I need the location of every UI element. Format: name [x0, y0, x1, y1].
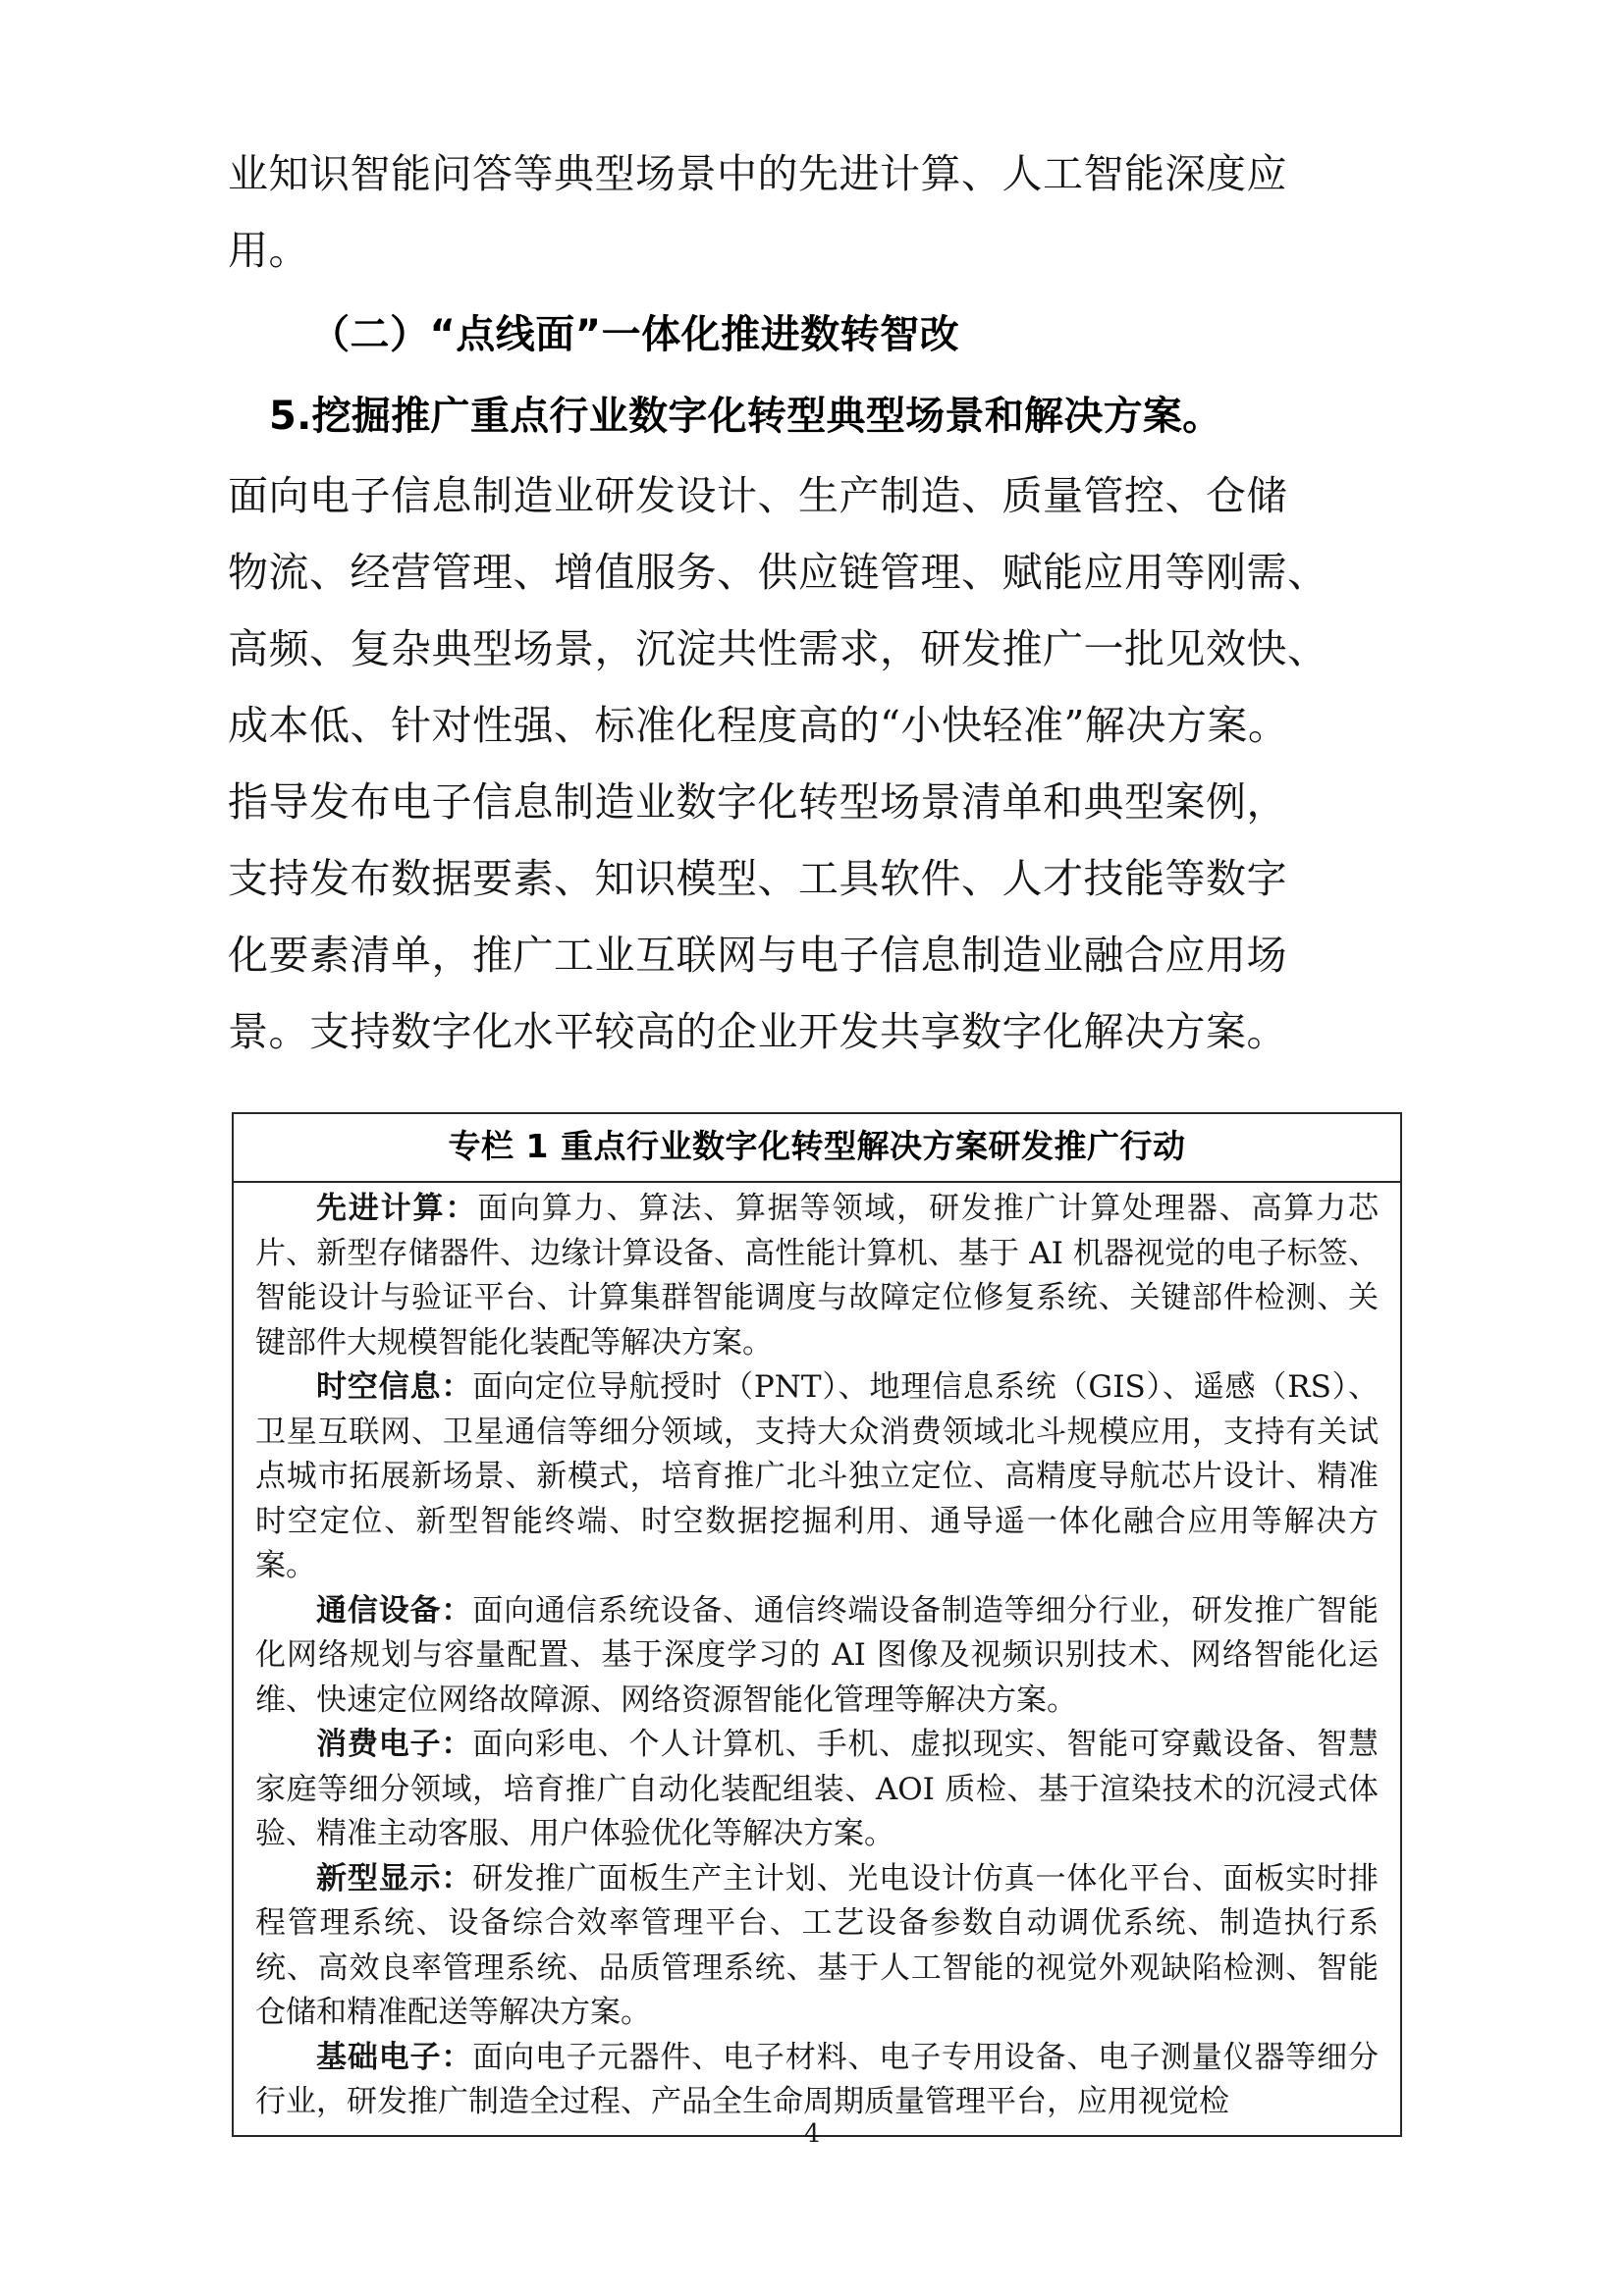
callout-title-row	[234, 1114, 1400, 1183]
body-line: 景。支持数字化水平较高的企业开发共享数字化解决方案。	[228, 1008, 1287, 1055]
body-line: 业知识智能问答等典型场景中的先进计算、人工智能深度应	[228, 150, 1287, 197]
main-paragraph	[228, 457, 1402, 1070]
item-heading: 5.挖掘推广重点行业数字化转型典型场景和解决方案。	[269, 394, 1222, 439]
callout-item-text: 研发推广面板生产主计划、光电设计仿真一体化平台、面板实时排程管理系统、设备综合效率管理平台、工艺设备参数自动调优系统、制造执行系统、高效良率管理系统、品质管理系统、基于人工智能的视觉外观缺陷检测、智能仓储和精准配送等解决方案。	[255, 1860, 1380, 2030]
callout-body	[234, 1183, 1400, 2135]
callout-item-term: 基础电子：	[316, 2039, 473, 2075]
callout-item-term: 新型显示：	[316, 1860, 473, 1896]
callout-item-term: 消费电子：	[316, 1727, 473, 1762]
callout-item	[255, 1187, 1379, 1365]
page-content	[228, 135, 1402, 1070]
body-line: 化要素清单，推广工业互联网与电子信息制造业融合应用场	[228, 932, 1287, 979]
callout-item-text: 面向电子元器件、电子材料、电子专用设备、电子测量仪器等细分行业，研发推广制造全过程、产品全生命周期质量管理平台，应用视觉检	[255, 2039, 1380, 2119]
callout-box	[232, 1112, 1402, 2137]
callout-title: 专栏 1 重点行业数字化转型解决方案研发推广行动	[448, 1127, 1186, 1165]
body-line: 物流、经营管理、增值服务、供应链管理、赋能应用等刚需、	[228, 549, 1328, 596]
page-number: 4	[803, 2119, 821, 2149]
callout-item	[255, 1857, 1379, 2036]
body-line: 面向电子信息制造业研发设计、生产制造、质量管控、仓储	[228, 472, 1287, 519]
body-line: 指导发布电子信息制造业数字化转型场景清单和典型案例，	[228, 778, 1287, 826]
callout-item-term: 时空信息：	[316, 1369, 473, 1405]
continued-paragraph	[228, 135, 1402, 289]
body-line: 成本低、针对性强、标准化程度高的“小快轻准”解决方案。	[228, 702, 1289, 749]
callout-item-text: 面向算力、算法、算据等领域，研发推广计算处理器、高算力芯片、新型存储器件、边缘计算设备、高性能计算机、基于 AI 机器视觉的电子标签、智能设计与验证平台、计算集群智能调度与故障定位修复系统、关键部件检测、关键部件大规模智能化装配等解决方案。	[255, 1191, 1379, 1361]
callout-item-text: 面向通信系统设备、通信终端设备制造等细分行业，研发推广智能化网络规划与容量配置、基于深度学习的 AI 图像及视频识别技术、网络智能化运维、快速定位网络故障源、网络资源智能化管理等解决方案。	[255, 1592, 1380, 1718]
body-line: 支持发布数据要素、知识模型、工具软件、人才技能等数字	[228, 855, 1287, 902]
callout-item	[255, 1365, 1379, 1589]
body-line: 用。	[228, 227, 309, 274]
callout-item	[255, 1589, 1379, 1724]
callout-item	[255, 2036, 1379, 2125]
callout-item-term: 通信设备：	[316, 1592, 473, 1629]
callout-item-term: 先进计算：	[316, 1191, 478, 1226]
callout-item	[255, 1723, 1379, 1857]
callout-item-text: 面向定位导航授时（PNT）、地理信息系统（GIS）、遥感（RS）、卫星互联网、卫星通信等细分领域，支持大众消费领域北斗规模应用，支持有关试点城市拓展新场景、新模式，培育推广北斗独立定位、高精度导航芯片设计、精准时空定位、新型智能终端、时空数据挖掘利用、通导遥一体化融合应用等解决方案。	[255, 1369, 1380, 1583]
body-line: 高频、复杂典型场景，沉淀共性需求，研发推广一批见效快、	[228, 625, 1328, 672]
callout-item-text: 面向彩电、个人计算机、手机、虚拟现实、智能可穿戴设备、智慧家庭等细分领域，培育推广自动化装配组装、AOI 质检、基于渲染技术的沉浸式体验、精准主动客服、用户体验优化等解决方案。	[255, 1727, 1380, 1851]
section-heading: （二）“点线面”一体化推进数转智改	[310, 312, 960, 357]
